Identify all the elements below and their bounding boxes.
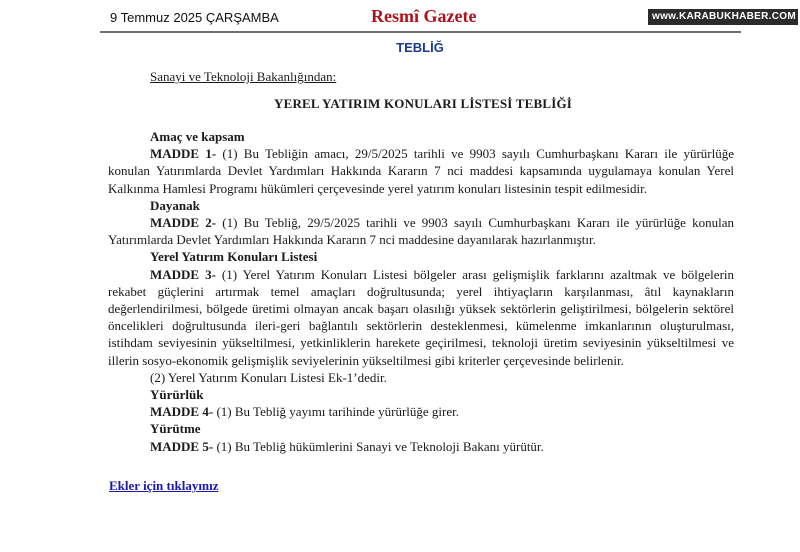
article-number: MADDE 1-	[150, 146, 217, 162]
article-2	[108, 214, 734, 248]
article-text: (1) Bu Tebliğ, 29/5/2025 tarihli ve 9903 sayılı Cumhurbaşkanı Kararı ile yürürlüğe konulan Yatırımlarda Devlet Yardımları Hakkında Kararın 7 nci maddesine dayanılarak hazırlanmıştır.	[108, 215, 735, 248]
article-number: MADDE 2-	[150, 215, 217, 231]
article-text: (1) Yerel Yatırım Konuları Listesi bölgeler arası gelişmişlik farklarını azaltmak ve bölgelerin rekabet güçlerini artırmak temel amaçları doğrultusunda; yerel ihtiyaçların karşılanması, âtıl kaynakların değerlendirilmesi, bölgede üretimi olmayan ancak başarı olasılığı yüksek sektörlerin geliştirilmesi, bölgelerin sektörel öncelikleri doğrultusunda ileri-geri bağlantılı sektörlerin desteklenmesi, kümelenme imkanlarının oluşturulması, istihdam seviyesinin yükseltilmesi, yetkinliklerin harekete geçirilmesi, teknoloji üretim seviyesinin yükseltilmesi ve illerin sosyo-ekonomik gelişmişlik seviyelerinin yükseltilmesi gibi kriterler çerçevesinde belirlenir.	[108, 266, 735, 368]
article-text: (1) Bu Tebliğ yayımı tarihinde yürürlüğe girer.	[213, 404, 459, 420]
gazette-title: Resmî Gazete	[371, 6, 477, 26]
article-number: MADDE 4-	[150, 404, 214, 420]
section-label: TEBLİĞ	[396, 40, 444, 55]
document-body	[108, 128, 734, 455]
news-watermark: www.KARABUKHABER.COM	[648, 9, 798, 25]
article-3-paragraph-2: (2) Yerel Yatırım Konuları Listesi Ek-1’dedir.	[150, 369, 387, 385]
header-divider	[100, 31, 741, 33]
article-text: (1) Bu Tebliğin amacı, 29/5/2025 tarihli ve 9903 sayılı Cumhurbaşkanı Kararı ile yürürlüğe konulan Yatırımlarda Devlet Yardımları Hakkında Kararın 7 nci maddesi kapsamında uygulamaya konulan Yerel Kalkınma Hamlesi Programı hükümleri çerçevesinde yerel yatırım konuları listesinin tespit edilmesidir.	[108, 146, 734, 196]
article-4	[108, 403, 734, 420]
document-title: YEREL YATIRIM KONULARI LİSTESİ TEBLİĞİ	[274, 96, 573, 111]
section-heading-execution: Yürütme	[150, 421, 201, 437]
section-heading-effect: Yürürlük	[150, 387, 204, 403]
gazette-date: 9 Temmuz 2025 ÇARŞAMBA	[110, 10, 279, 25]
article-5	[108, 438, 734, 455]
issuing-ministry: Sanayi ve Teknoloji Bakanlığından:	[150, 69, 337, 84]
annex-link[interactable]: Ekler için tıklayınız	[109, 478, 219, 493]
article-number: MADDE 5-	[150, 438, 214, 454]
section-heading-list: Yerel Yatırım Konuları Listesi	[150, 249, 318, 265]
article-text: (1) Bu Tebliğ hükümlerini Sanayi ve Teknoloji Bakanı yürütür.	[213, 438, 544, 454]
section-heading-basis: Dayanak	[150, 197, 200, 213]
article-number: MADDE 3-	[150, 266, 216, 282]
article-3	[108, 266, 734, 369]
section-heading-purpose: Amaç ve kapsam	[150, 129, 245, 144]
article-1	[108, 145, 734, 197]
